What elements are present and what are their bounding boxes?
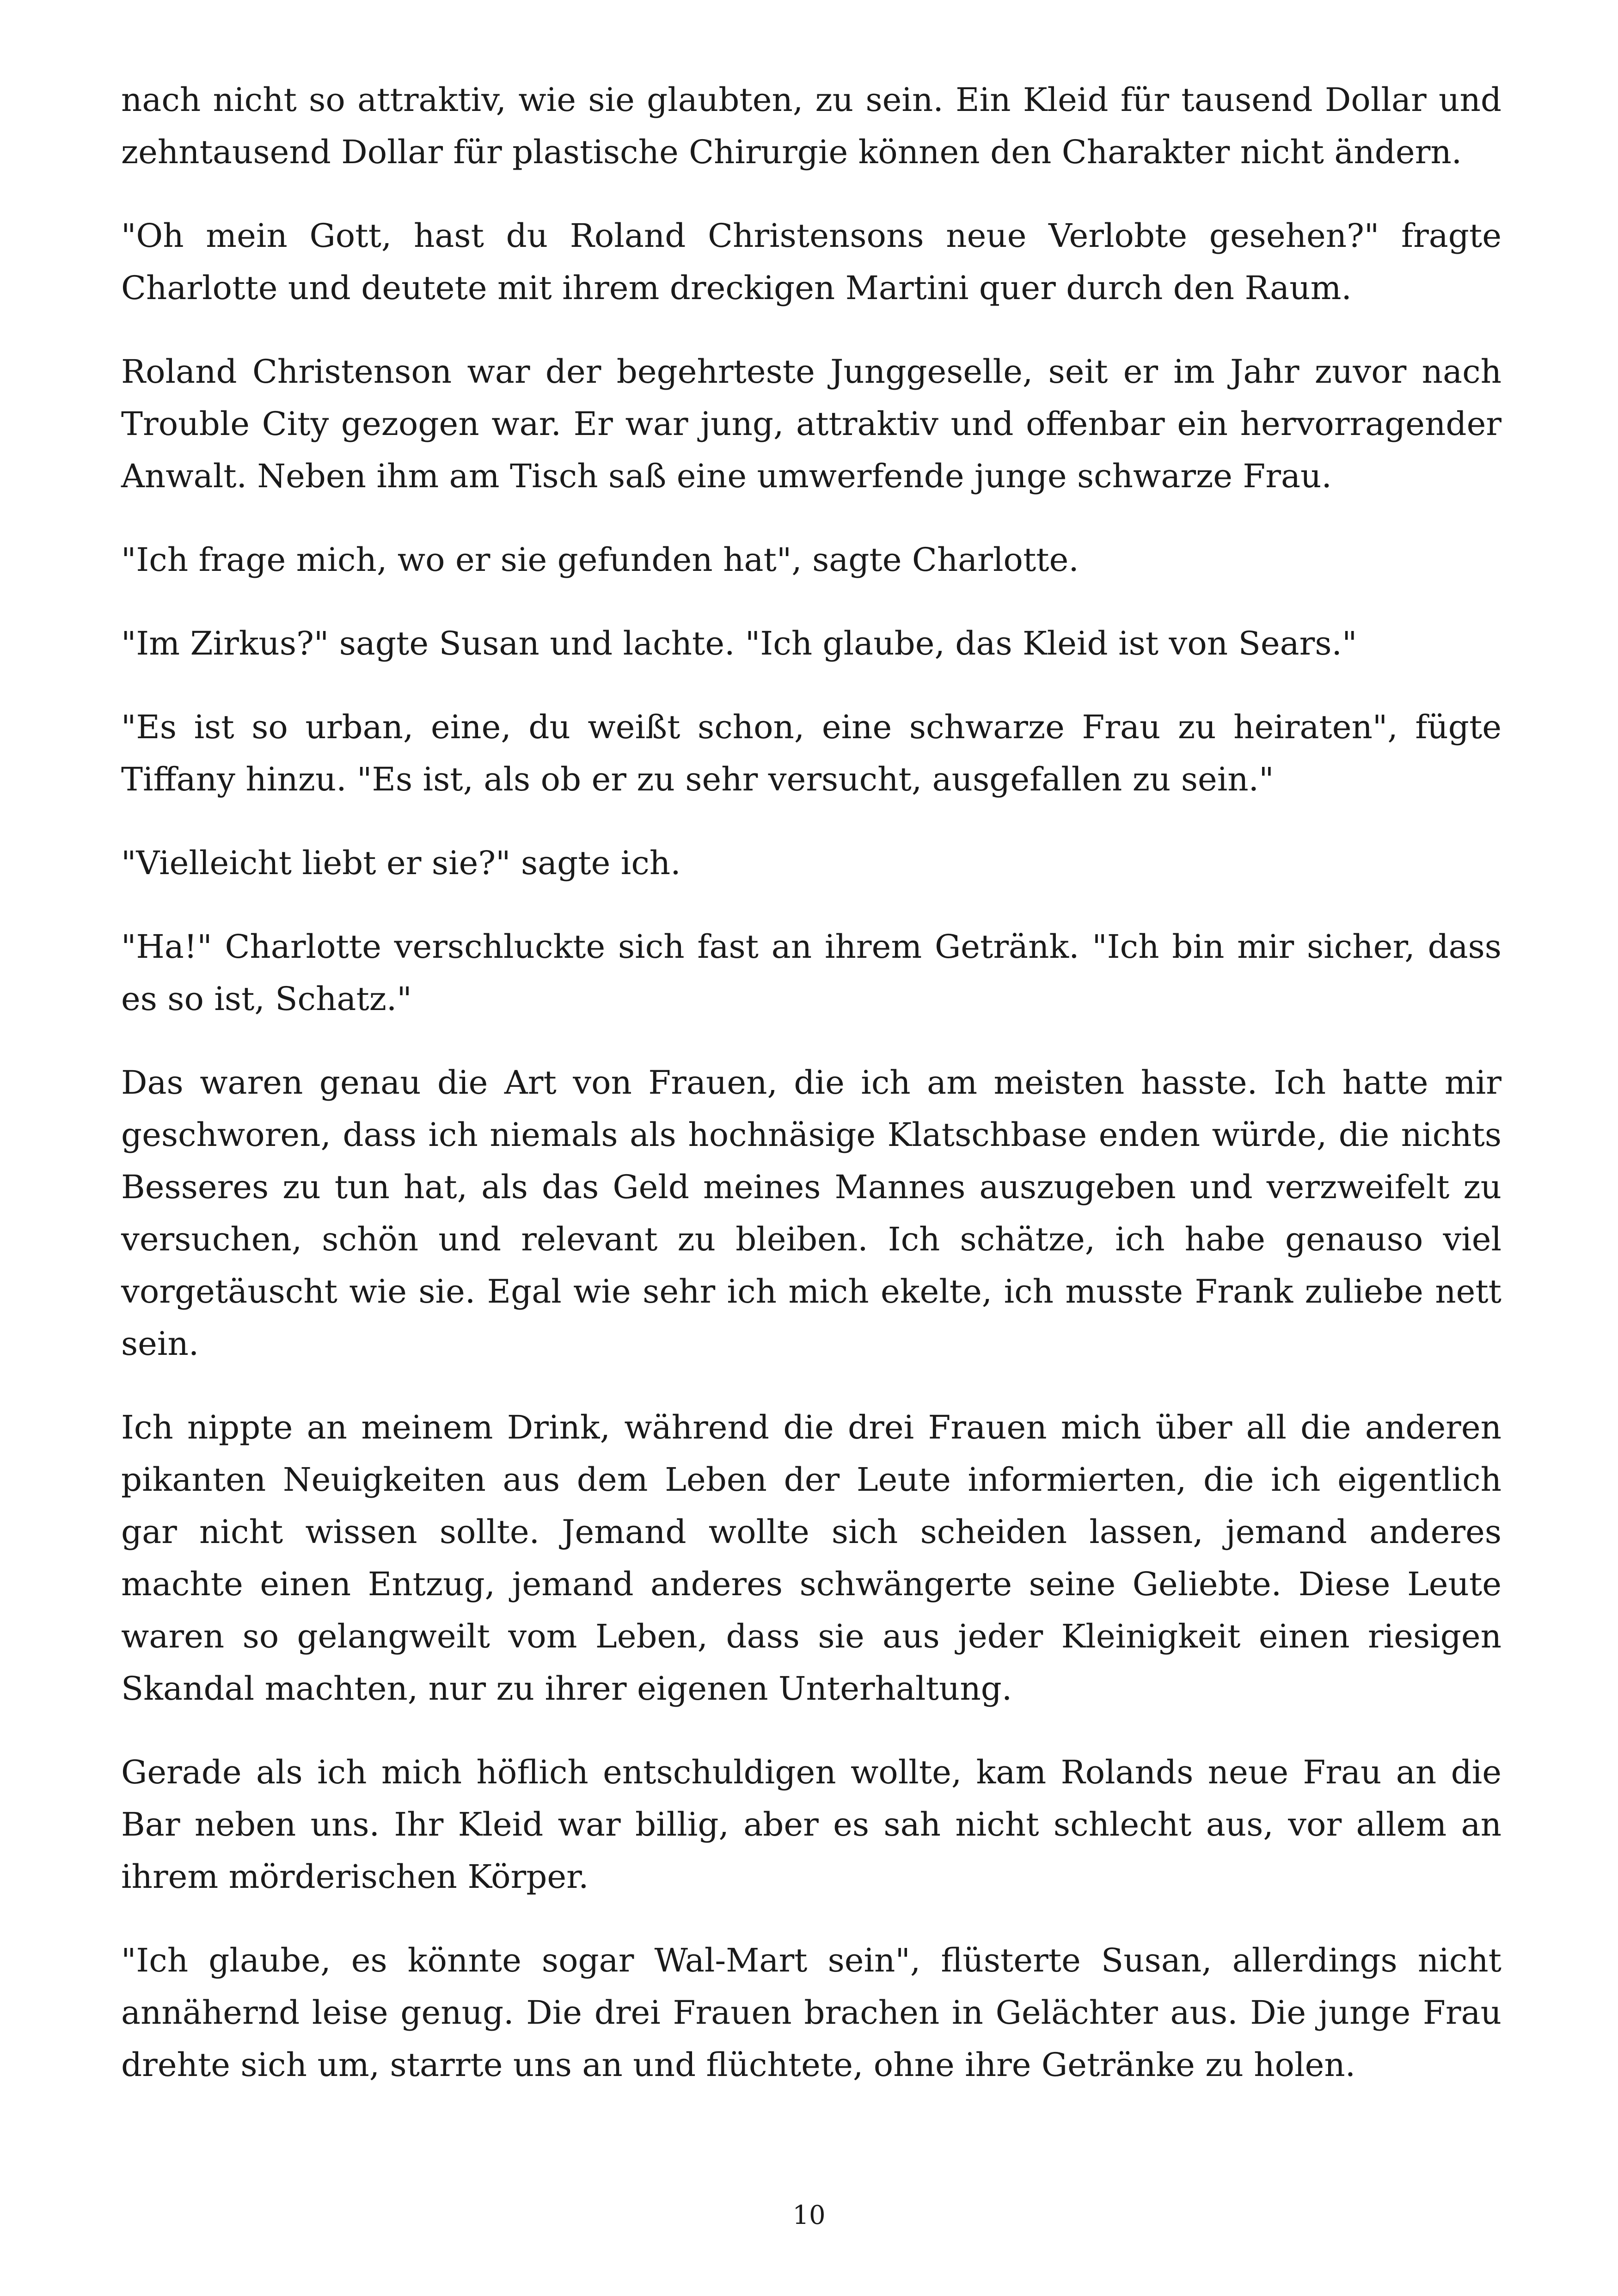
paragraph: "Ha!" Charlotte verschluckte sich fast an ihrem Getränk. "Ich bin mir sicher, dass es so ist, Schatz." (121, 928, 1502, 1018)
paragraph: Das waren genau die Art von Frauen, die ich am meisten hasste. Ich hatte mir geschworen, dass ich niemals als hochnäsige Klatschbase enden würde, die nichts Besseres zu tun hat, als das Geld meines Mannes auszugeben und verzweifelt zu versuchen, schön und relevant zu bleiben. Ich schätze, ich habe genauso viel vorgetäuscht wie sie. Egal wie sehr ich mich ekelte, ich musste Frank zuliebe nett sein. (121, 1064, 1502, 1363)
page-number: 10 (792, 2200, 826, 2230)
paragraph: "Ich glaube, es könnte sogar Wal-Mart sein", flüsterte Susan, allerdings nicht annähernd leise genug. Die drei Frauen brachen in Gelächter aus. Die junge Frau drehte sich um, starrte uns an und flüchtete, ohne ihre Getränke zu holen. (121, 1941, 1502, 2084)
paragraph: "Im Zirkus?" sagte Susan und lachte. "Ich glaube, das Kleid ist von Sears." (121, 625, 1357, 662)
page-body (121, 74, 1502, 2123)
paragraph: Gerade als ich mich höflich entschuldigen wollte, kam Rolands neue Frau an die Bar neben uns. Ihr Kleid war billig, aber es sah nicht schlecht aus, vor allem an ihrem mörderischen Körper. (121, 1753, 1502, 1896)
paragraph: nach nicht so attraktiv, wie sie glaubten, zu sein. Ein Kleid für tausend Dollar und zehntausend Dollar für plastische Chirurgie können den Charakter nicht ändern. (121, 81, 1502, 171)
paragraph: "Es ist so urban, eine, du weißt schon, eine schwarze Frau zu heiraten", fügte Tiffany hinzu. "Es ist, als ob er zu sehr versucht, ausgefallen zu sein." (121, 708, 1502, 798)
paragraph: "Ich frage mich, wo er sie gefunden hat", sagte Charlotte. (121, 541, 1079, 579)
paragraph: Ich nippte an meinem Drink, während die drei Frauen mich über all die anderen pikanten Neuigkeiten aus dem Leben der Leute informierten, die ich eigentlich gar nicht wissen sollte. Jemand wollte sich scheiden lassen, jemand anderes machte einen Entzug, jemand anderes schwängerte seine Geliebte. Diese Leute waren so gelangweilt vom Leben, dass sie aus jeder Kleinigkeit einen riesigen Skandal machten, nur zu ihrer eigenen Unterhaltung. (121, 1408, 1502, 1708)
paragraph: "Oh mein Gott, hast du Roland Christensons neue Verlobte gesehen?" fragte Charlotte und deutete mit ihrem dreckigen Martini quer durch den Raum. (121, 217, 1502, 307)
paragraph: "Vielleicht liebt er sie?" sagte ich. (121, 844, 681, 882)
paragraph: Roland Christenson war der begehrteste Junggeselle, seit er im Jahr zuvor nach Trouble City gezogen war. Er war jung, attraktiv und offenbar ein hervorragender Anwalt. Neben ihm am Tisch saß eine umwerfende junge schwarze Frau. (121, 353, 1502, 495)
